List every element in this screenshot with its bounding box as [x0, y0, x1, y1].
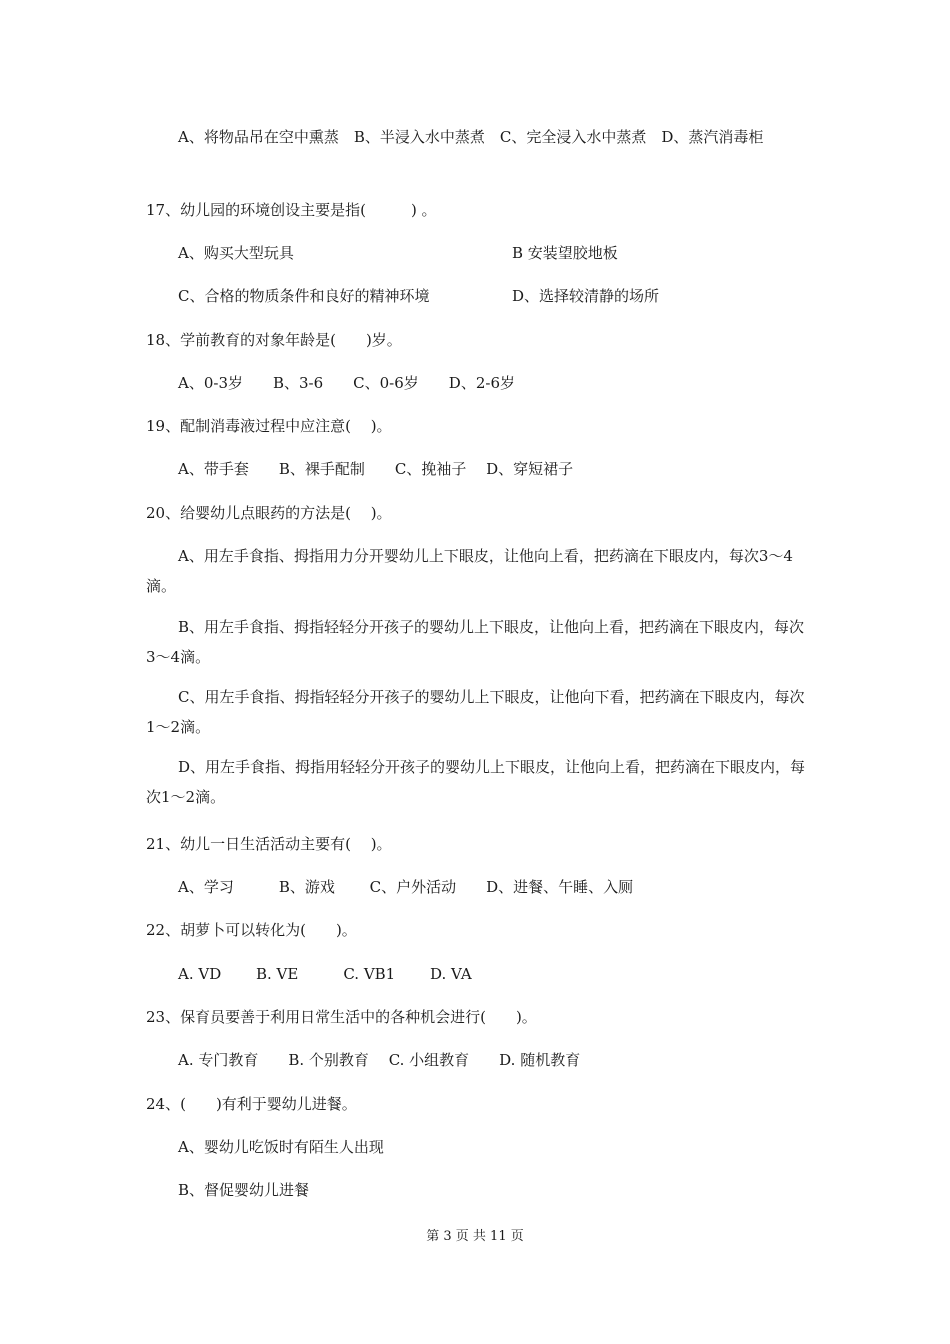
q20-option-b: B、用左手食指、拇指轻轻分开孩子的婴幼儿上下眼皮，让他向上看，把药滴在下眼皮内，每次3～4滴。	[146, 618, 805, 666]
q21-stem: 21、幼儿一日生活活动主要有( )。	[146, 835, 392, 853]
q17-option-b: B 安装望胶地板	[512, 244, 618, 262]
q24-option-b: B、督促婴幼儿进餐	[178, 1181, 310, 1199]
q24-stem: 24、( )有利于婴幼儿进餐。	[146, 1095, 357, 1113]
q23-options: A. 专门教育 B. 个别教育 C. 小组教育 D. 随机教育	[178, 1051, 581, 1069]
q17-option-d: D、选择较清静的场所	[512, 287, 660, 305]
q18-stem: 18、学前教育的对象年龄是( )岁。	[146, 331, 402, 349]
q20-stem: 20、给婴幼儿点眼药的方法是( )。	[146, 504, 392, 522]
q22-stem: 22、胡萝卜可以转化为( )。	[146, 921, 357, 939]
q17-option-a: A、购买大型玩具	[178, 244, 294, 262]
q17-option-c: C、合格的物质条件和良好的精神环境	[178, 287, 430, 305]
q20-option-d: D、用左手食指、拇指用轻轻分开孩子的婴幼儿上下眼皮，让他向上看，把药滴在下眼皮内，每次1～2滴。	[146, 758, 806, 806]
page-footer: 第 3 页 共 11 页	[426, 1229, 524, 1244]
q19-stem: 19、配制消毒液过程中应注意( )。	[146, 417, 392, 435]
q23-stem: 23、保育员要善于利用日常生活中的各种机会进行( )。	[146, 1008, 537, 1026]
q21-options: A、学习 B、游戏 C、户外活动 D、进餐、午睡、入厕	[178, 878, 634, 896]
q17-stem: 17、幼儿园的环境创设主要是指( ) 。	[146, 201, 437, 219]
q19-options: A、带手套 B、裸手配制 C、挽袖子 D、穿短裙子	[178, 460, 574, 478]
q20-option-c: C、用左手食指、拇指轻轻分开孩子的婴幼儿上下眼皮，让他向下看，把药滴在下眼皮内，每次1～2滴。	[146, 688, 805, 736]
q20-option-a: A、用左手食指、拇指用力分开婴幼儿上下眼皮，让他向上看，把药滴在下眼皮内，每次3～4滴。	[146, 547, 793, 595]
q22-options: A. VD B. VE C. VB1 D. VA	[178, 965, 472, 983]
q24-option-a: A、婴幼儿吃饭时有陌生人出现	[178, 1138, 384, 1156]
q18-options: A、0-3岁 B、3-6 C、0-6岁 D、2-6岁	[178, 374, 515, 392]
q16-options: A、将物品吊在空中熏蒸 B、半浸入水中蒸煮 C、完全浸入水中蒸煮 D、蒸汽消毒柜	[178, 128, 764, 146]
